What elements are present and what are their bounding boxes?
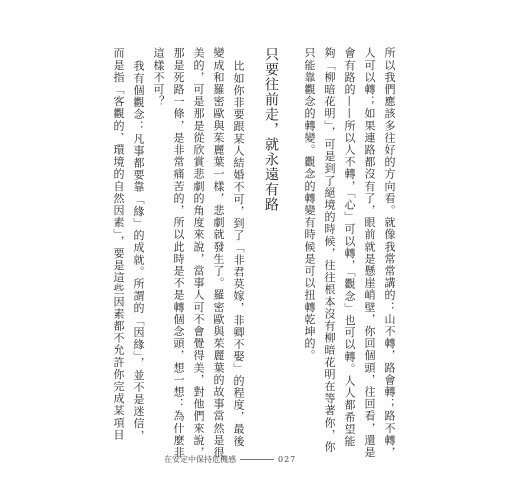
text-column-3: 會有路的——所以人不轉，「心」可以轉，「觀念」也可以轉。人人都希望能 [343, 47, 356, 448]
text-column-1: 所以我們應該多往好的方向看。就像我常常講的：山不轉，路會轉；路不轉， [383, 47, 396, 459]
text-column-7: 變成和羅密歐與茱麗葉一樣，悲劇就發生了。羅密歐與茱麗葉的故事當然是很 [212, 47, 225, 459]
text-column-5: 只能靠觀念的轉變。觀念的轉變有時候是可以扭轉乾坤的。 [303, 47, 316, 362]
text-column-12: 而是指「客觀的、環境的自然因素」，要是這些因素都不允許你完成某項目 [112, 47, 125, 441]
page-footer [164, 454, 296, 465]
page-number: 027 [278, 455, 297, 464]
text-column-6: 比如你非要跟某人結婚不可，到了「非君莫嫁，非卿不娶」的程度，最後 [232, 60, 245, 448]
text-column-9: 那是死路一條，是非常痛苦的，所以此時是不是轉個念頭，想一想：為什麼非 [172, 47, 185, 459]
running-title: 在安定中保持危機感 [164, 455, 236, 464]
text-column-2: 人可以轉；如果連路都沒有了，眼前就是懸崖峭壁，你回個頭，往回看，還是 [363, 47, 376, 459]
section-heading: 只要往前走，就永遠有路 [263, 47, 279, 212]
text-column-10: 這樣不可？ [152, 47, 165, 108]
footer-rule [240, 459, 274, 460]
text-column-8: 美的，可是那是從欣賞悲劇的角度來說，當事人可不會覺得美，對他們來說， [192, 47, 205, 459]
text-column-4: 夠「柳暗花明」，可是到了絕境的時候，往往根本沒有柳暗花明在等著你，你 [323, 47, 336, 453]
text-column-11: 我有個觀念：凡事都要靠「緣」的成就。所謂的「因緣」，並不是迷信， [132, 60, 145, 442]
